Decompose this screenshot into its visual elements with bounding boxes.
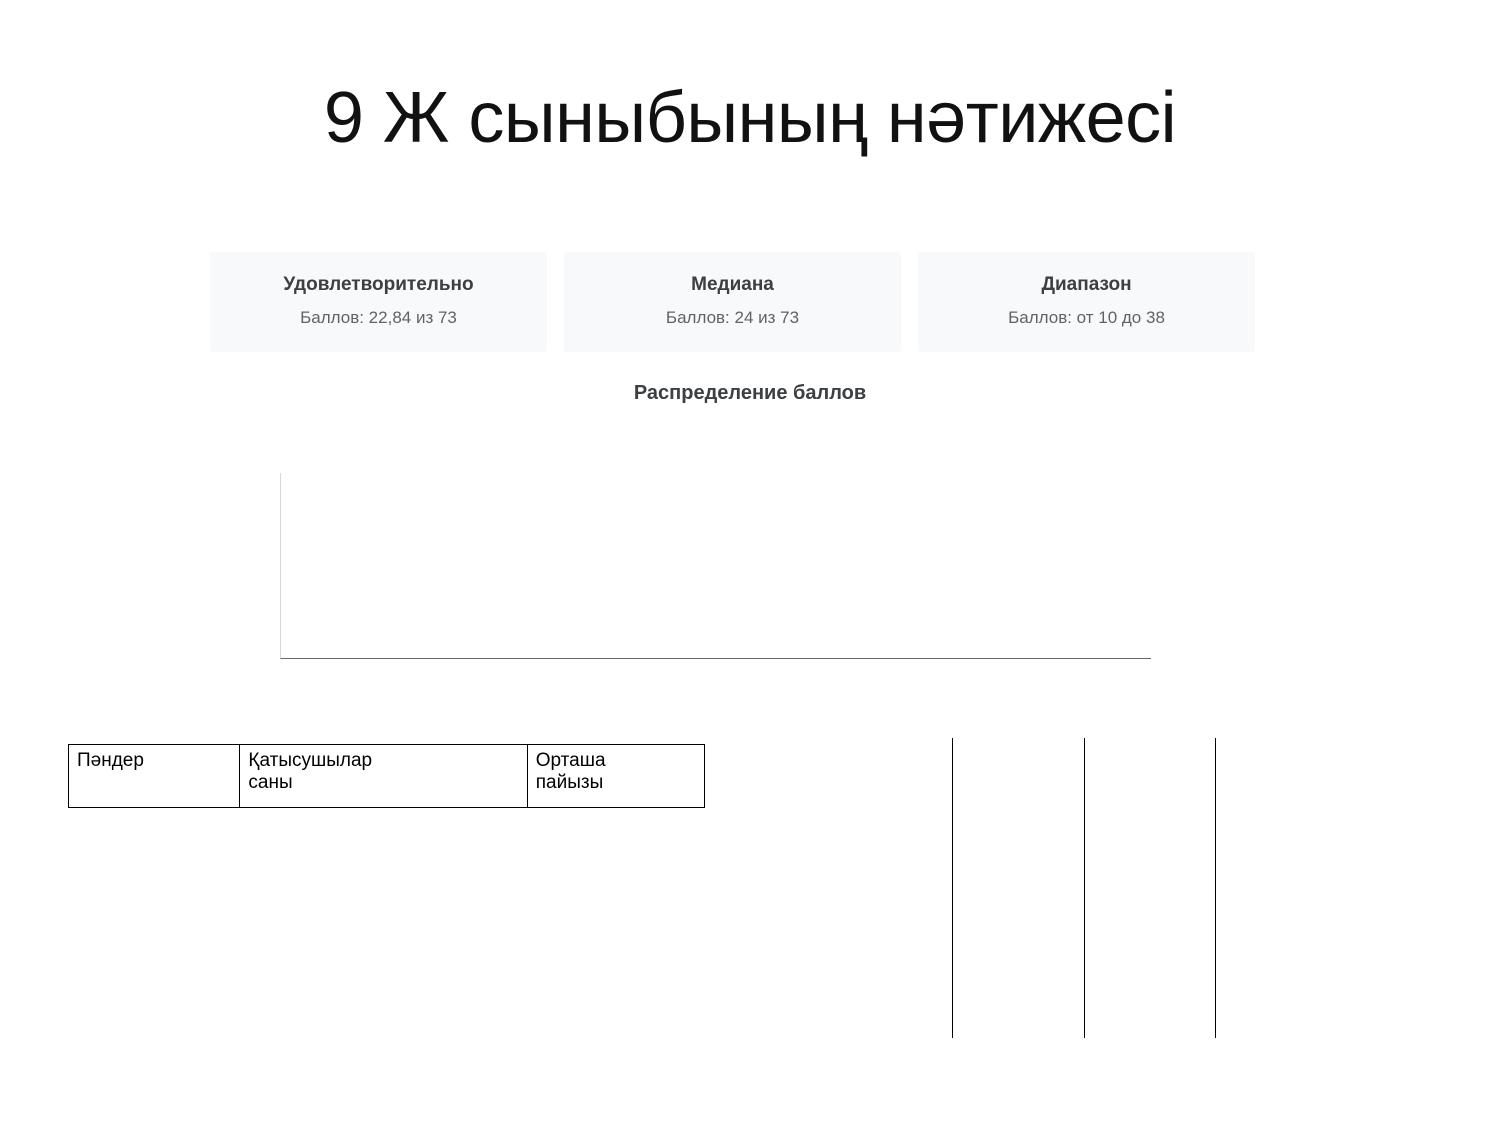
chart-midline (1084, 738, 1085, 1038)
histogram-title: Распределение баллов (633, 382, 867, 404)
card-subtitle: Баллов: 22,84 из 73 (300, 308, 457, 327)
card-title: Медиана (691, 274, 774, 295)
card-title: Удовлетворительно (283, 274, 474, 295)
summary-cards (210, 252, 1255, 352)
table-header-avg-line1: Орташа (535, 750, 606, 771)
card-title: Диапазон (1041, 274, 1132, 295)
card-subtitle: Баллов: от 10 до 38 (1008, 308, 1165, 327)
subjects-bar-chart (952, 738, 1216, 1038)
card-subtitle: Баллов: 24 из 73 (665, 308, 800, 327)
subjects-table (68, 744, 705, 808)
table-header-count (240, 745, 527, 808)
table-header-subject: Пәндер (69, 745, 240, 808)
summary-card (210, 252, 547, 352)
table-header-row (69, 745, 705, 808)
table-header-avg (527, 745, 704, 808)
summary-card (918, 252, 1255, 352)
page-title: 9 Ж сыныбының нәтижесі (323, 78, 1177, 158)
table-header-count-line1: Қатысушылар (248, 750, 373, 771)
table-header-avg-line2: пайызы (535, 771, 604, 793)
table-header-count-line2: саны (248, 771, 293, 793)
summary-card (564, 252, 901, 352)
histogram-chart (240, 455, 1170, 690)
histogram-plot-area (280, 473, 1151, 659)
